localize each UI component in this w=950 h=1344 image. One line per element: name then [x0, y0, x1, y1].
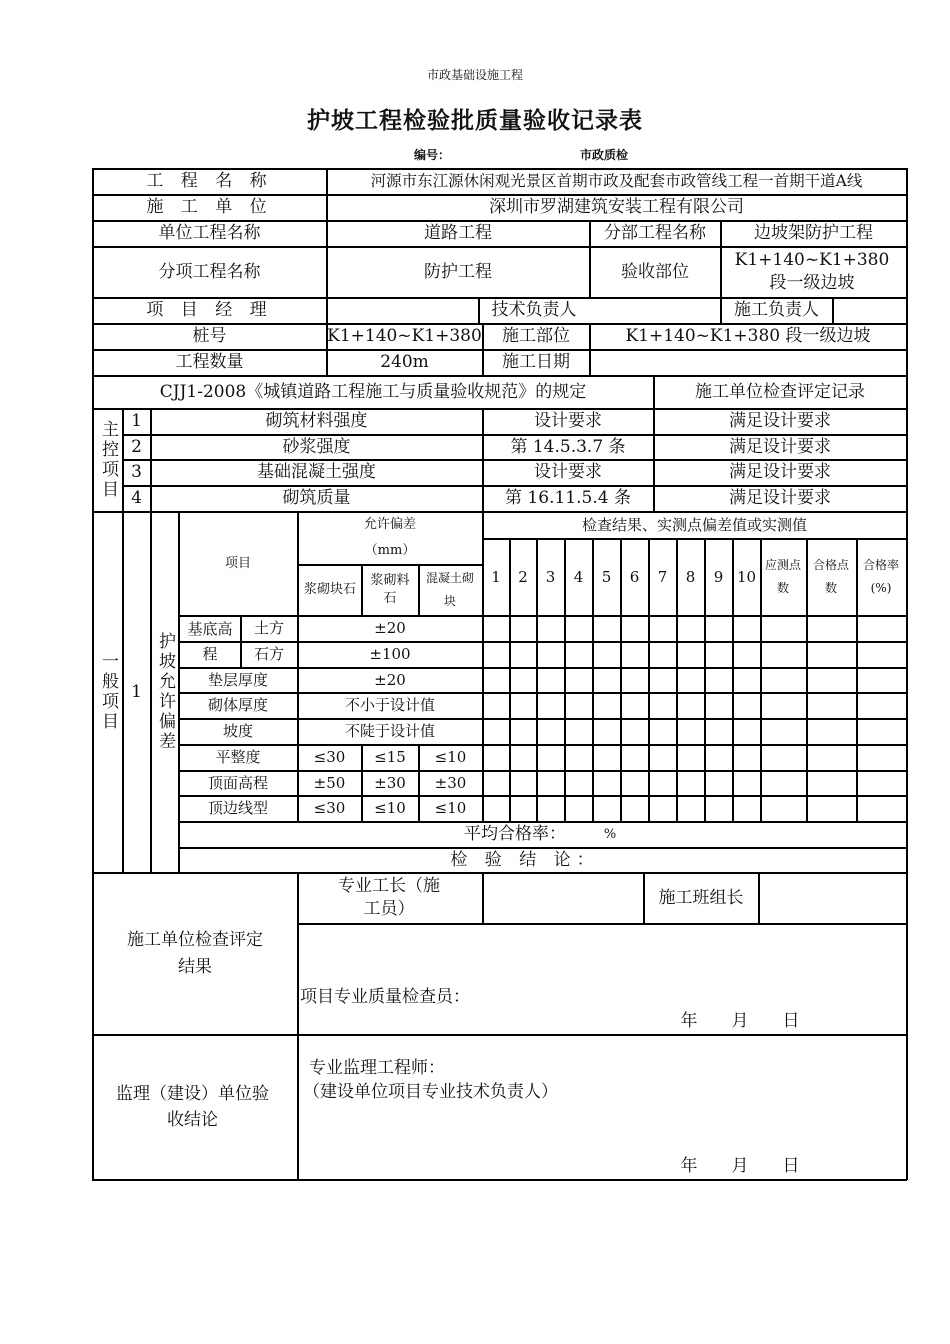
- number-label: 编号：: [414, 148, 451, 162]
- mc-row-result: 满足设计要求: [729, 462, 831, 483]
- mc-row-result: 满足设计要求: [729, 411, 831, 432]
- team-leader-label: 施工班组长: [658, 887, 744, 908]
- item-header: 项目: [224, 555, 251, 571]
- page-header: 市政基础设施工程: [426, 68, 523, 82]
- division-label: 分部工程名称: [604, 223, 706, 244]
- rule: [92, 1179, 907, 1181]
- tol-row-name: 土方: [253, 619, 284, 638]
- tol-row-value: 不小于设计值: [344, 696, 435, 715]
- tolerance-header: 允许偏差: [363, 517, 416, 533]
- pass-points-header: 合格点数: [813, 558, 850, 595]
- tol-row-c: ±30: [434, 773, 467, 792]
- date-label: 施工日期: [502, 352, 570, 373]
- col-a-header: 浆砌块石: [304, 582, 357, 598]
- general-no: 1: [131, 681, 142, 702]
- point-num: 8: [685, 567, 696, 586]
- rule: [760, 538, 762, 821]
- rule: [856, 538, 858, 821]
- point-num: 5: [601, 567, 612, 586]
- rule: [418, 564, 420, 615]
- record-label: 施工单位检查评定记录: [695, 381, 865, 402]
- construction-unit: 深圳市罗湖建筑安装工程有限公司: [489, 197, 744, 218]
- project-name: 河源市东江源休闲观光景区首期市政及配套市政管线工程一首期干道A线: [370, 172, 863, 191]
- tol-row-b: ≤15: [374, 748, 406, 767]
- tol-row-name: 坡度: [222, 722, 253, 741]
- subitem: 防护工程: [424, 261, 492, 282]
- point-num: 3: [545, 567, 556, 586]
- mc-row-item: 砂浆强度: [282, 436, 351, 457]
- should-points-header: 应测点数: [765, 558, 802, 595]
- date-value: [590, 350, 906, 375]
- mc-row-item: 基础混凝土强度: [257, 462, 376, 483]
- rule: [482, 872, 484, 923]
- mc-row-req: 第 14.5.3.7 条: [510, 436, 626, 457]
- site-value: [833, 298, 906, 323]
- avg-pass-unit: %: [603, 826, 617, 842]
- tech-value: [590, 298, 720, 323]
- qty: 240m: [380, 352, 429, 373]
- point-num: 9: [713, 567, 724, 586]
- number-value: 市政质检: [580, 148, 629, 162]
- mc-row-no: 1: [131, 411, 142, 432]
- tol-row-b: ±30: [374, 773, 406, 792]
- pass-rate-header: 合格率(%): [862, 558, 899, 595]
- division: 边坡架防护工程: [754, 223, 873, 244]
- mc-row-item: 砌筑材料强度: [265, 411, 368, 432]
- owner-rep-label: （建设单位项目专业技术负责人）: [303, 1081, 558, 1102]
- rule: [297, 923, 907, 925]
- mc-row-no: 3: [131, 462, 142, 483]
- accept-part: K1+140~K1+380 段一级边坡: [734, 250, 890, 293]
- tol-row-name: 石方: [253, 645, 284, 664]
- mc-row-result: 满足设计要求: [729, 488, 831, 509]
- mc-row-no: 4: [131, 488, 142, 509]
- general-label: 一般项目: [97, 652, 118, 732]
- rule: [758, 872, 760, 923]
- col-c-header: 混凝土砌块: [425, 571, 474, 608]
- date-line: 年 月 日: [680, 1010, 800, 1031]
- subitem-label: 分项工程名称: [158, 261, 261, 282]
- tol-row-a: ≤30: [313, 799, 346, 818]
- point-num: 4: [573, 567, 584, 586]
- mc-row-req: 第 16.11.5.4 条: [505, 488, 631, 509]
- pm-label: 项 目 经 理: [146, 300, 273, 321]
- rule: [361, 564, 363, 615]
- spec-label: CJJ1-2008《城镇道路工程施工与质量验收规范》的规定: [159, 381, 587, 402]
- tol-row-c: ≤10: [434, 748, 467, 767]
- tol-row-value: ±100: [369, 645, 411, 664]
- point-num: 6: [629, 567, 640, 586]
- tolerance-unit: （mm）: [364, 543, 416, 559]
- pm-value: [327, 298, 478, 323]
- accept-part-label: 验收部位: [621, 261, 689, 282]
- general-sub-label: 护坡允许偏差: [154, 632, 175, 752]
- unit-project: 道路工程: [424, 223, 492, 244]
- mc-row-req: 设计要求: [534, 462, 602, 483]
- tol-row-a: ±50: [313, 773, 346, 792]
- stake-label: 桩号: [192, 326, 227, 347]
- tol-row-value: 不陡于设计值: [344, 722, 435, 741]
- point-num: 1: [491, 567, 501, 586]
- tol-row-b: ≤10: [374, 799, 406, 818]
- unit-project-label: 单位工程名称: [158, 223, 261, 244]
- main-control-label: 主控项目: [97, 420, 118, 500]
- date-line-2: 年 月 日: [680, 1155, 800, 1176]
- tol-row-name: 平整度: [215, 748, 261, 767]
- mc-row-item: 砌筑质量: [282, 488, 351, 509]
- tech-label: 技术负责人: [491, 300, 577, 321]
- mc-row-no: 2: [131, 436, 142, 457]
- tol-row-a: ≤30: [313, 748, 346, 767]
- qty-label: 工程数量: [175, 352, 244, 373]
- tol-row-value: ±20: [374, 619, 406, 638]
- base-elevation-label: 基底高程: [187, 619, 233, 663]
- construction-unit-label: 施 工 单 位: [146, 197, 273, 218]
- tol-row-value: ±20: [374, 670, 406, 689]
- page-title: 护坡工程检验批质量验收记录表: [307, 108, 643, 134]
- avg-pass-label: 平均合格率：: [464, 824, 566, 845]
- point-num: 7: [657, 567, 668, 586]
- col-b-header: 浆砌料石: [370, 573, 410, 606]
- check-header: 检查结果、实测点偏差值或实测值: [581, 515, 807, 534]
- mc-row-result: 满足设计要求: [729, 436, 831, 457]
- rule: [906, 168, 908, 1180]
- contractor-result-label: 施工单位检查评定结果: [127, 930, 263, 977]
- project-name-label: 工 程 名 称: [146, 171, 273, 192]
- conclusion-label: 检 验 结 论：: [450, 849, 600, 870]
- supervisor-result-label: 监理（建设）单位验收结论: [116, 1083, 269, 1130]
- tol-row-name: 顶边线型: [207, 799, 268, 818]
- tol-row-c: ≤10: [434, 799, 467, 818]
- rule: [297, 872, 299, 1179]
- foreman-label: 专业工长（施工员）: [338, 876, 440, 919]
- stake: K1+140~K1+380: [327, 326, 482, 347]
- tol-row-name: 砌体厚度: [207, 696, 268, 715]
- point-num: 10: [736, 567, 757, 586]
- tol-row-name: 垫层厚度: [207, 670, 268, 689]
- inspector-label: 项目专业质量检查员：: [300, 986, 470, 1007]
- supervisor-label: 专业监理工程师：: [309, 1057, 445, 1078]
- part: K1+140~K1+380 段一级边坡: [625, 326, 871, 347]
- point-num: 2: [518, 567, 528, 586]
- part-label: 施工部位: [502, 326, 570, 347]
- site-label: 施工负责人: [734, 300, 819, 321]
- rule: [806, 538, 808, 821]
- tol-row-name: 顶面高程: [207, 773, 268, 792]
- mc-row-req: 设计要求: [534, 411, 602, 432]
